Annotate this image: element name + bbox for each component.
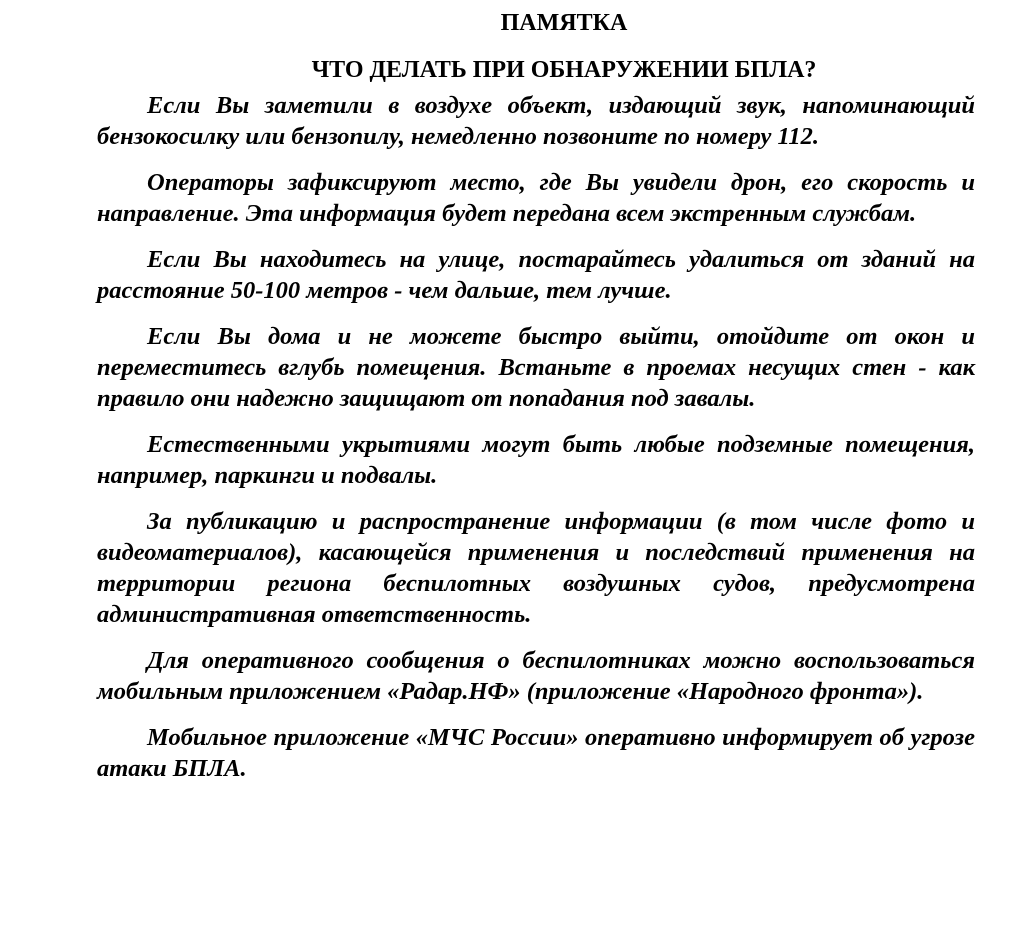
memo-document <box>97 0 975 784</box>
paragraph-outdoors: Если Вы находитесь на улице, постарайтесь удалиться от зданий на расстояние 50-100 метров - чем дальше, тем лучше. <box>97 246 975 304</box>
memo-subtitle: ЧТО ДЕЛАТЬ ПРИ ОБНАРУЖЕНИИ БПЛА? <box>311 57 817 83</box>
memo-title: ПАМЯТКА <box>500 10 628 36</box>
paragraph-indoors: Если Вы дома и не можете быстро выйти, отойдите от окон и переместитесь вглубь помещения. Встаньте в проемах несущих стен - как правило они надежно защищают от попадания под завалы. <box>97 323 975 412</box>
paragraph-mchs-app: Мобильное приложение «МЧС России» оперативно информирует об угрозе атаки БПЛА. <box>97 724 975 782</box>
paragraph-radar-app: Для оперативного сообщения о беспилотниках можно воспользоваться мобильным приложением «Радар.НФ» (приложение «Народного фронта»). <box>97 647 975 705</box>
paragraph-operators: Операторы зафиксируют место, где Вы увидели дрон, его скорость и направление. Эта информация будет передана всем экстренным службам. <box>97 169 975 227</box>
paragraph-liability: За публикацию и распространение информации (в том числе фото и видеоматериалов), касающейся применения и последствий применения на территории региона беспилотных воздушных судов, предусмотрена административная ответственность. <box>97 508 975 628</box>
paragraph-shelters: Естественными укрытиями могут быть любые подземные помещения, например, паркинги и подвалы. <box>97 431 975 489</box>
paragraph-report-112: Если Вы заметили в воздухе объект, издающий звук, напоминающий бензокосилку или бензопилу, немедленно позвоните по номеру 112. <box>97 92 975 150</box>
